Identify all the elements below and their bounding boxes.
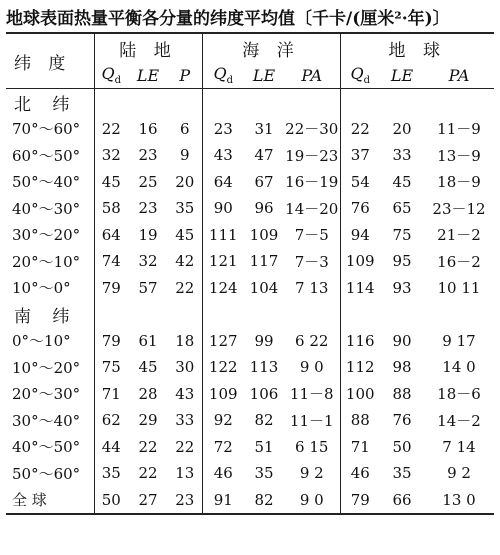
table-row xyxy=(6,487,494,515)
earth-value-cell: 7 14 xyxy=(442,437,476,456)
table-row xyxy=(6,328,494,355)
land-value-cell: 22 xyxy=(138,437,158,456)
ocean-value-cell: 23 xyxy=(202,116,244,143)
latitude-cell: 20°～30° xyxy=(12,385,81,404)
land-value-cell: 35 xyxy=(94,460,128,487)
earth-value-cell: 90 xyxy=(392,331,412,350)
land-value-cell: 30 xyxy=(175,358,195,377)
earth-value-cell: 76 xyxy=(392,411,412,430)
ocean-value-cell: 31 xyxy=(254,119,274,138)
section-spacer xyxy=(340,301,494,328)
land-value-cell: 18 xyxy=(175,331,195,350)
land-value-cell: 22 xyxy=(94,116,128,143)
land-value-cell: 25 xyxy=(138,172,158,191)
earth-value-cell: 14 0 xyxy=(442,358,476,377)
table-row xyxy=(6,116,494,143)
earth-value-cell: 116 xyxy=(340,328,380,355)
ocean-value-cell: 127 xyxy=(202,328,244,355)
land-value-cell: 28 xyxy=(138,384,158,403)
earth-value-cell: 109 xyxy=(340,248,380,275)
latitude-header: 纬 度 xyxy=(14,53,72,74)
ocean-value-cell: 22－30 xyxy=(285,120,339,139)
col-header-land-le: LE xyxy=(136,65,160,85)
earth-value-cell: 14－2 xyxy=(437,411,481,430)
earth-value-cell: 21－2 xyxy=(437,226,481,245)
latitude-cell: 40°～30° xyxy=(12,199,81,218)
table-header xyxy=(6,33,494,89)
earth-value-cell: 50 xyxy=(392,437,412,456)
earth-value-cell: 94 xyxy=(340,222,380,249)
land-value-cell: 45 xyxy=(175,225,195,244)
land-value-cell: 32 xyxy=(94,142,128,169)
ocean-value-cell: 99 xyxy=(254,331,274,350)
land-value-cell: 33 xyxy=(175,411,195,430)
col-header-earth-pa: PA xyxy=(448,65,470,85)
section-spacer xyxy=(202,301,340,328)
ocean-value-cell: 7 13 xyxy=(295,278,329,297)
land-value-cell: 9 xyxy=(179,146,190,165)
ocean-value-cell: 113 xyxy=(249,358,279,377)
earth-value-cell: 13－9 xyxy=(437,146,481,165)
table-row xyxy=(6,460,494,487)
col-header-ocean-pa: PA xyxy=(301,65,323,85)
ocean-value-cell: 82 xyxy=(254,411,274,430)
table-row xyxy=(6,275,494,302)
earth-value-cell: 16－2 xyxy=(437,252,481,271)
section-spacer xyxy=(94,89,202,116)
table-row xyxy=(6,142,494,169)
latitude-cell: 70°～60° xyxy=(12,120,81,139)
latitude-cell: 40°～50° xyxy=(12,438,81,457)
earth-value-cell: 20 xyxy=(392,119,412,138)
land-value-cell: 71 xyxy=(94,381,128,408)
land-value-cell: 23 xyxy=(138,199,158,218)
col-header-ocean-q: $Q_d$ xyxy=(202,62,244,89)
ocean-value-cell: 7－5 xyxy=(294,226,329,245)
ocean-value-cell: 19－23 xyxy=(285,146,339,165)
earth-value-cell: 37 xyxy=(340,142,380,169)
group-header-ocean: 海 洋 xyxy=(202,33,340,62)
ocean-value-cell: 16－19 xyxy=(285,173,339,192)
land-value-cell: 16 xyxy=(138,119,158,138)
land-value-cell: 20 xyxy=(175,172,195,191)
land-value-cell: 27 xyxy=(128,487,168,515)
land-value-cell: 79 xyxy=(94,328,128,355)
ocean-value-cell: 117 xyxy=(249,252,279,271)
latitude-cell: 10°～0° xyxy=(12,279,71,298)
ocean-value-cell: 9 0 xyxy=(284,487,340,515)
ocean-value-cell: 9 0 xyxy=(299,358,324,377)
table-row xyxy=(6,434,494,461)
earth-value-cell: 9 17 xyxy=(442,331,476,350)
ocean-value-cell: 124 xyxy=(202,275,244,302)
earth-value-cell: 88 xyxy=(340,407,380,434)
latitude-cell: 全 球 xyxy=(6,487,94,515)
land-value-cell: 22 xyxy=(138,464,158,483)
ocean-value-cell: 6 22 xyxy=(295,331,329,350)
earth-value-cell: 114 xyxy=(340,275,380,302)
latitude-cell: 60°～50° xyxy=(12,146,81,165)
earth-value-cell: 112 xyxy=(340,354,380,381)
earth-value-cell: 75 xyxy=(392,225,412,244)
ocean-value-cell: 121 xyxy=(202,248,244,275)
land-value-cell: 62 xyxy=(94,407,128,434)
earth-value-cell: 46 xyxy=(340,460,380,487)
ocean-value-cell: 46 xyxy=(202,460,244,487)
earth-value-cell: 95 xyxy=(392,252,412,271)
land-value-cell: 75 xyxy=(94,354,128,381)
section-spacer xyxy=(340,89,494,116)
section-spacer xyxy=(202,89,340,116)
group-header-earth: 地 球 xyxy=(340,33,494,62)
table-title: 地球表面热量平衡各分量的纬度平均值〔千卡/(厘米²·年)〕 xyxy=(6,9,450,29)
ocean-value-cell: 6 15 xyxy=(295,437,329,456)
latitude-cell: 50°～60° xyxy=(12,464,81,483)
table-row xyxy=(6,354,494,381)
table-row xyxy=(6,169,494,196)
table-row xyxy=(6,381,494,408)
earth-value-cell: 11－9 xyxy=(437,120,481,139)
ocean-value-cell: 104 xyxy=(249,278,279,297)
ocean-value-cell: 109 xyxy=(249,225,279,244)
land-value-cell: 44 xyxy=(94,434,128,461)
land-value-cell: 19 xyxy=(138,225,158,244)
earth-value-cell: 65 xyxy=(392,199,412,218)
land-value-cell: 32 xyxy=(138,252,158,271)
section-spacer xyxy=(94,301,202,328)
earth-value-cell: 23－12 xyxy=(432,199,486,218)
land-value-cell: 29 xyxy=(138,411,158,430)
ocean-value-cell: 122 xyxy=(202,354,244,381)
earth-value-cell: 33 xyxy=(392,146,412,165)
col-header-land-p: P xyxy=(179,65,191,85)
earth-value-cell: 76 xyxy=(340,195,380,222)
land-value-cell: 43 xyxy=(175,384,195,403)
ocean-value-cell: 91 xyxy=(202,487,244,515)
land-value-cell: 35 xyxy=(175,199,195,218)
ocean-value-cell: 11－8 xyxy=(289,385,334,404)
land-value-cell: 22 xyxy=(175,437,195,456)
col-header-earth-q: $Q_d$ xyxy=(340,62,380,89)
ocean-value-cell: 35 xyxy=(254,464,274,483)
earth-value-cell: 10 11 xyxy=(437,278,481,297)
earth-value-cell: 13 0 xyxy=(424,487,494,515)
section-label: 北 纬 xyxy=(14,94,78,115)
heat-balance-table xyxy=(6,32,494,515)
table-row xyxy=(6,248,494,275)
earth-value-cell: 54 xyxy=(340,169,380,196)
land-value-cell: 45 xyxy=(94,169,128,196)
land-value-cell: 22 xyxy=(175,278,195,297)
ocean-value-cell: 72 xyxy=(202,434,244,461)
land-value-cell: 74 xyxy=(94,248,128,275)
land-value-cell: 23 xyxy=(138,146,158,165)
section-label: 南 纬 xyxy=(14,306,78,327)
earth-value-cell: 9 2 xyxy=(447,464,471,483)
col-header-land-q: $Q_d$ xyxy=(94,62,128,89)
ocean-value-cell: 11－1 xyxy=(289,411,334,430)
land-value-cell: 42 xyxy=(175,252,195,271)
earth-value-cell: 88 xyxy=(392,384,412,403)
land-value-cell: 58 xyxy=(94,195,128,222)
earth-value-cell: 35 xyxy=(392,464,412,483)
land-value-cell: 64 xyxy=(94,222,128,249)
ocean-value-cell: 14－20 xyxy=(285,199,339,218)
ocean-value-cell: 67 xyxy=(254,172,274,191)
ocean-value-cell: 90 xyxy=(202,195,244,222)
land-value-cell: 61 xyxy=(138,331,158,350)
latitude-cell: 30°～40° xyxy=(12,411,81,430)
land-value-cell: 6 xyxy=(179,119,190,138)
earth-value-cell: 100 xyxy=(340,381,380,408)
ocean-value-cell: 96 xyxy=(254,199,274,218)
table-row xyxy=(6,222,494,249)
land-value-cell: 45 xyxy=(138,358,158,377)
latitude-cell: 50°～40° xyxy=(12,173,81,192)
earth-value-cell: 45 xyxy=(392,172,412,191)
table-row xyxy=(6,195,494,222)
table-row xyxy=(6,407,494,434)
ocean-value-cell: 111 xyxy=(202,222,244,249)
land-value-cell: 50 xyxy=(94,487,128,515)
ocean-value-cell: 109 xyxy=(202,381,244,408)
earth-value-cell: 93 xyxy=(392,278,412,297)
latitude-cell: 20°～10° xyxy=(12,252,81,271)
latitude-cell: 30°～20° xyxy=(12,226,81,245)
table-body xyxy=(6,89,494,515)
ocean-value-cell: 106 xyxy=(249,384,279,403)
ocean-value-cell: 82 xyxy=(244,487,284,515)
land-value-cell: 57 xyxy=(138,278,158,297)
land-value-cell: 23 xyxy=(168,487,202,515)
section-row xyxy=(6,301,494,328)
land-value-cell: 13 xyxy=(175,464,195,483)
earth-value-cell: 22 xyxy=(340,116,380,143)
earth-value-cell: 66 xyxy=(380,487,424,515)
earth-value-cell: 18－6 xyxy=(437,385,481,404)
group-header-land: 陆 地 xyxy=(94,33,202,62)
ocean-value-cell: 7－3 xyxy=(294,252,329,271)
ocean-value-cell: 51 xyxy=(254,437,274,456)
col-header-earth-le: LE xyxy=(390,65,414,85)
earth-value-cell: 98 xyxy=(392,358,412,377)
earth-value-cell: 79 xyxy=(340,487,380,515)
ocean-value-cell: 43 xyxy=(202,142,244,169)
ocean-value-cell: 64 xyxy=(202,169,244,196)
col-header-ocean-le: LE xyxy=(252,65,276,85)
latitude-cell: 0°～10° xyxy=(12,332,71,351)
section-row xyxy=(6,89,494,116)
earth-value-cell: 18－9 xyxy=(437,173,481,192)
land-value-cell: 79 xyxy=(94,275,128,302)
ocean-value-cell: 47 xyxy=(254,146,274,165)
ocean-value-cell: 9 2 xyxy=(299,464,324,483)
latitude-cell: 10°～20° xyxy=(12,358,81,377)
earth-value-cell: 71 xyxy=(340,434,380,461)
ocean-value-cell: 92 xyxy=(202,407,244,434)
